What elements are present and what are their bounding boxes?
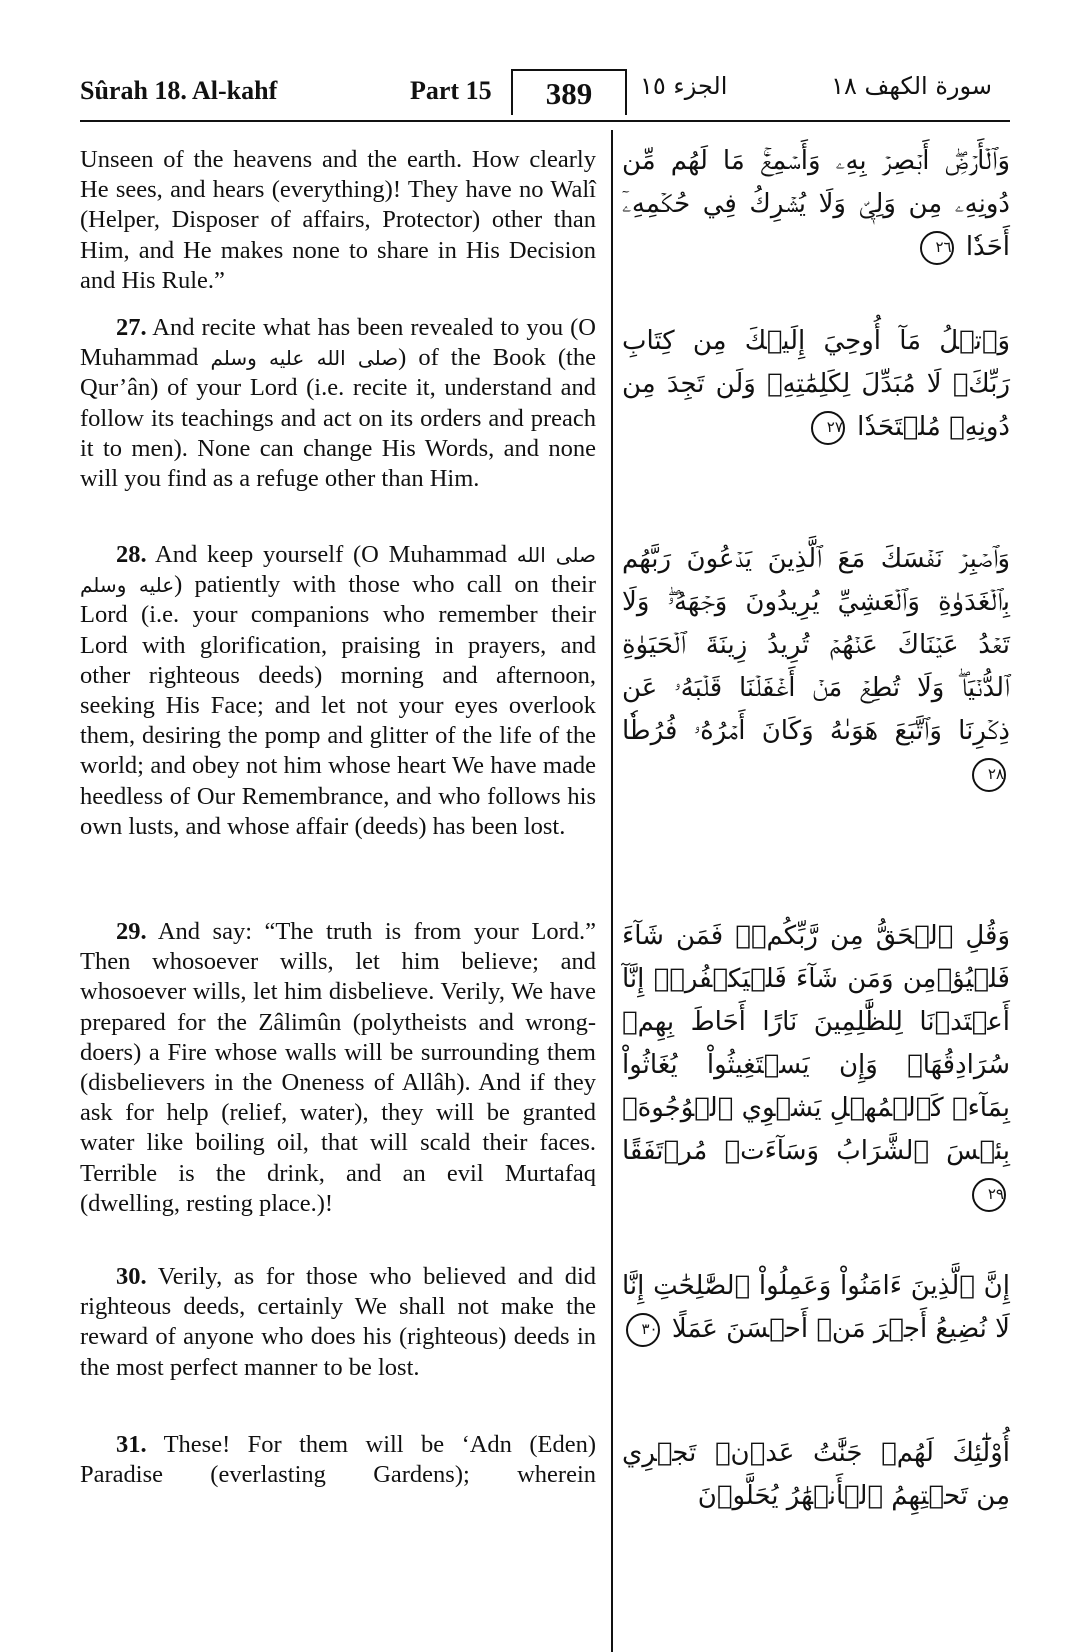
ayah-number-icon: ٢٩ bbox=[972, 1178, 1006, 1212]
verse-number: 29. bbox=[116, 918, 147, 945]
page-header bbox=[80, 66, 1010, 116]
verse-number: 27. bbox=[116, 314, 147, 341]
verse-english bbox=[80, 540, 596, 842]
verse-english bbox=[80, 1262, 596, 1383]
verse-arabic bbox=[622, 320, 1010, 449]
surah-title-english: Sûrah 18. Al-kahf bbox=[80, 76, 278, 105]
page-number: 389 bbox=[511, 69, 627, 115]
verse-arabic bbox=[622, 140, 1010, 269]
verse-text: Verily, as for those who believed and did righteous deeds, certainly We shall not make the reward of anyone who does his (righteous) deeds in the most perfect manner to be lost. bbox=[80, 1263, 596, 1381]
verse-arabic bbox=[622, 1432, 1010, 1518]
ayah-number-icon: ٢٧ bbox=[811, 411, 845, 445]
verse-number: 28. bbox=[116, 541, 147, 568]
verse-number: 31. bbox=[116, 1431, 147, 1458]
part-label-arabic: الجزء ١٥ bbox=[640, 72, 728, 100]
surah-title-arabic: سورة الكهف ١٨ bbox=[831, 72, 992, 100]
verse-text: These! For them will be ‘Adn (Eden) Paradise (everlasting Gardens); wherein bbox=[80, 1431, 596, 1489]
verse-text: ) patiently with those who call on their Lord (i.e. your companions who remember their Lord with glorification, praising in prayers, and other righteous deeds) morning and afternoon, seeking His Face; and let not your eyes overlook them, desiring the pomp and glitter of the life of the world; and obey not him whose heart We have made heedless of Our Remembrance, and who follows his own lusts, and whose affair (deeds) has been lost. bbox=[80, 571, 596, 840]
arabic-text: وَٱتۡلُ مَآ أُوحِيَ إِلَيۡكَ مِن كِتَابِ رَبِّكَۖ لَا مُبَدِّلَ لِكَلِمَٰتِهِۦ وَلَن تَجِدَ مِن دُونِهِۦ مُلۡتَحَدٗا bbox=[622, 326, 1010, 442]
arabic-text: وَٱصۡبِرۡ نَفۡسَكَ مَعَ ٱلَّذِينَ يَدۡعُونَ رَبَّهُم بِٱلۡغَدَوٰةِ وَٱلۡعَشِيِّ يُرِيدُونَ وَجۡهَهُۥۖ وَلَا تَعۡدُ عَيۡنَاكَ عَنۡهُمۡ تُرِيدُ زِينَةَ ٱلۡحَيَوٰةِ ٱلدُّنۡيَاۖ وَلَا تُطِعۡ مَنۡ أَغۡفَلۡنَا قَلۡبَهُۥ عَن ذِكۡرِنَا وَٱتَّبَعَ هَوَىٰهُ وَكَانَ أَمۡرُهُۥ فُرُطٗا bbox=[622, 544, 1010, 746]
salutation-text: صلى الله عليه وسلم bbox=[210, 346, 399, 371]
verse-number: 30. bbox=[116, 1263, 147, 1290]
verse-text: ) of the Book (the Qur’ân) of your Lord (i.e. recite it, understand and follow its teachings and act on its orders and preach it to men). None can change His Words, and none will you find as a refuge other than Him. bbox=[80, 344, 596, 493]
verse-arabic bbox=[622, 1265, 1010, 1351]
verse-arabic bbox=[622, 915, 1010, 1216]
ayah-number-icon: ٢٦ bbox=[920, 231, 954, 265]
ayah-number-icon: ٣٠ bbox=[626, 1313, 660, 1347]
verse-english bbox=[80, 917, 596, 1219]
header-rule bbox=[80, 120, 1010, 122]
verse-text: And keep yourself (O Muhammad bbox=[155, 541, 517, 568]
ayah-number-icon: ٢٨ bbox=[972, 758, 1006, 792]
arabic-text: أُوْلَٰٓئِكَ لَهُمۡ جَنَّٰتُ عَدۡنٖ تَجۡرِي مِن تَحۡتِهِمُ ٱلۡأَنۡهَٰرُ يُحَلَّوۡنَ bbox=[622, 1438, 1010, 1511]
part-label-english: Part 15 bbox=[410, 76, 492, 105]
verse-english bbox=[80, 313, 596, 494]
verse-english bbox=[80, 1430, 596, 1490]
verse-english bbox=[80, 145, 596, 296]
verse-text: And say: “The truth is from your Lord.” Then whosoever wills, let him believe; and whosoever wills, let him disbelieve. Verily, We have prepared for the Zâlimûn (polytheists and wrong-doers) a Fire whose walls will be surrounding them (disbelievers in the Oneness of Allâh). And if they ask for help (relief, water), they will be granted water like boiling oil, that will scald their faces. Terrible is the drink, and an evil Murtafaq (dwelling, resting place.)! bbox=[80, 918, 596, 1217]
verse-text: Unseen of the heavens and the earth. How clearly He sees, and hears (everything)! They have no Walî (Helper, Disposer of affairs, Protector) other than Him, and He makes none to share in His Decision and His Rule.” bbox=[80, 146, 596, 294]
arabic-text: إِنَّ ٱلَّذِينَ ءَامَنُواْ وَعَمِلُواْ ٱلصَّٰلِحَٰتِ إِنَّا لَا نُضِيعُ أَجۡرَ مَنۡ أَحۡسَنَ عَمَلًا bbox=[622, 1271, 1010, 1344]
column-divider bbox=[611, 130, 613, 1652]
arabic-text: وَٱلۡأَرۡضِۖ أَبۡصِرۡ بِهِۦ وَأَسۡمِعۡۚ مَا لَهُم مِّن دُونِهِۦ مِن وَلِيّٖ وَلَا يُشۡرِكُ فِي حُكۡمِهِۦٓ أَحَدٗا bbox=[622, 146, 1010, 262]
salutation-text: صلى الله عليه وسلم bbox=[80, 543, 596, 598]
verse-arabic bbox=[622, 538, 1010, 796]
arabic-text: وَقُلِ ٱلۡحَقُّ مِن رَّبِّكُمۡۖ فَمَن شَآءَ فَلۡيُؤۡمِن وَمَن شَآءَ فَلۡيَكۡفُرۡۚ إِنَّآ أَعۡتَدۡنَا لِلظَّٰلِمِينَ نَارًا أَحَاطَ بِهِمۡ سُرَادِقُهَاۚ وَإِن يَسۡتَغِيثُواْ يُغَاثُواْ بِمَآءٖ كَٱلۡمُهۡلِ يَشۡوِي ٱلۡوُجُوهَۚ بِئۡسَ ٱلشَّرَابُ وَسَآءَتۡ مُرۡتَفَقًا bbox=[622, 921, 1010, 1166]
verse-text: And recite what has been revealed to you (O Muhammad bbox=[80, 314, 596, 372]
